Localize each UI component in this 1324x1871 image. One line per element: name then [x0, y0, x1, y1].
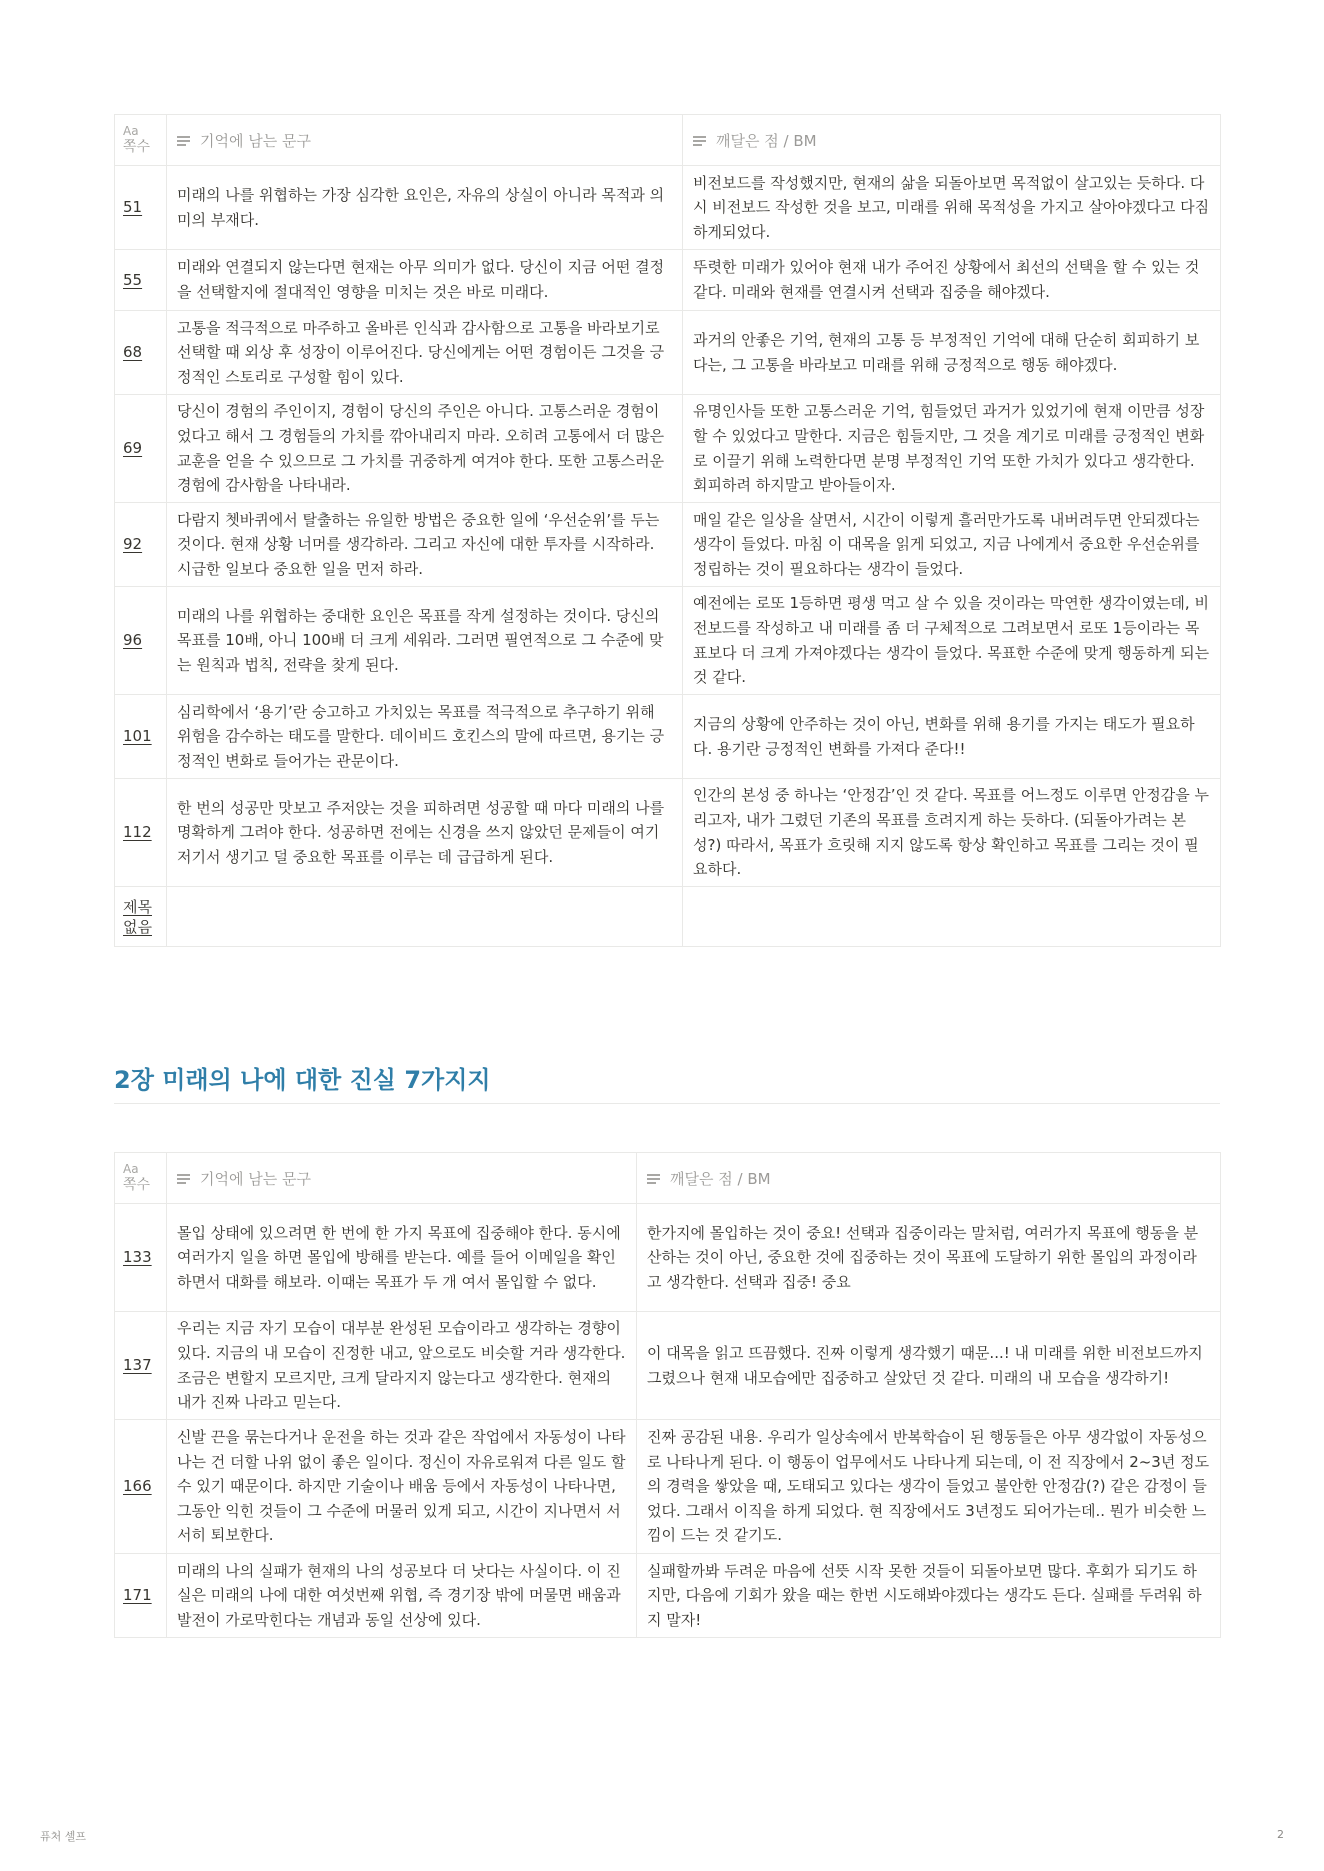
table-row — [115, 779, 1221, 887]
insight-cell: 과거의 안좋은 기억, 현재의 고통 등 부정적인 기억에 대해 단순히 회피하기 보다는, 그 고통을 바라보고 미래를 위해 긍정적으로 행동 해야겠다. — [683, 311, 1221, 395]
page-link[interactable]: 101 — [115, 695, 167, 779]
table-row — [115, 250, 1221, 311]
insight-cell: 유명인사들 또한 고통스러운 기억, 힘들었던 과거가 있었기에 현재 이만큼 성장할 수 있었다고 말한다. 지금은 힘들지만, 그 것을 계기로 미래를 긍정적인 변화로 이끌기 위해 노력한다면 분명 부정적인 기억 또한 가치가 있다고 생각한다. 회피하려 하지말고 받아들이자. — [683, 395, 1221, 503]
table-row — [115, 503, 1221, 587]
footer-doc-title: 퓨처 셀프 — [40, 1830, 87, 1843]
table-header-row — [115, 1153, 1221, 1204]
page-link[interactable]: 51 — [115, 166, 167, 250]
page-link[interactable]: 92 — [115, 503, 167, 587]
insight-cell: 이 대목을 읽고 뜨끔했다. 진짜 이렇게 생각했기 때문...! 내 미래를 위한 비전보드까지 그렸으나 현재 내모습에만 집중하고 살았던 것 같다. 미래의 내 모습을 생각하기! — [637, 1312, 1221, 1420]
page-link[interactable]: 112 — [115, 779, 167, 887]
page-link[interactable]: 137 — [115, 1312, 167, 1420]
insight-column-header[interactable] — [683, 115, 1221, 166]
heading-divider — [114, 1103, 1220, 1104]
table-row — [115, 1420, 1221, 1554]
quote-column-label: 기억에 남는 문구 — [200, 1169, 311, 1188]
reading-notes-table-1 — [114, 114, 1221, 947]
page-column-header[interactable] — [115, 1153, 167, 1204]
table-row — [115, 395, 1221, 503]
quote-cell: 신발 끈을 묶는다거나 운전을 하는 것과 같은 작업에서 자동성이 나타나는 건 더할 나위 없이 좋은 일이다. 정신이 자유로워져 다른 일도 할 수 있기 때문이다. 하지만 기술이나 배움 등에서 자동성이 나타나면, 그동안 익힌 것들이 그 수준에 머물러 있게 되고, 시간이 지나면서 서서히 퇴보한다. — [167, 1420, 637, 1554]
insight-cell: 인간의 본성 중 하나는 ‘안정감’인 것 같다. 목표를 어느정도 이루면 안정감을 누리고자, 내가 그렸던 기존의 목표를 흐려지게 하는 듯하다. (되돌아가려는 본성?) 따라서, 목표가 흐릿해 지지 않도록 항상 확인하고 목표를 그리는 것이 필요하다. — [683, 779, 1221, 887]
table-row — [115, 311, 1221, 395]
quote-cell: 우리는 지금 자기 모습이 대부분 완성된 모습이라고 생각하는 경향이 있다. 지금의 내 모습이 진정한 내고, 앞으로도 비슷할 거라 생각한다. 조금은 변할지 모르지만, 크게 달라지지 않는다고 생각한다. 현재의 내가 진짜 나라고 믿는다. — [167, 1312, 637, 1420]
section-heading: 2장 미래의 나에 대한 진실 7가지지 — [114, 1066, 491, 1094]
footer-page-number: 2 — [1277, 1828, 1284, 1841]
reading-notes-table-2 — [114, 1152, 1221, 1638]
page-column-header[interactable] — [115, 115, 167, 166]
quote-cell: 한 번의 성공만 맛보고 주저앉는 것을 피하려면 성공할 때 마다 미래의 나를 명확하게 그려야 한다. 성공하면 전에는 신경을 쓰지 않았던 문제들이 여기저기서 생기고 덜 중요한 목표를 이루는 데 급급하게 된다. — [167, 779, 683, 887]
text-property-icon — [177, 136, 190, 146]
quote-cell: 당신이 경험의 주인이지, 경험이 당신의 주인은 아니다. 고통스러운 경험이었다고 해서 그 경험들의 가치를 깎아내리지 마라. 오히려 고통에서 더 많은 교훈을 얻을 수 있으므로 그 가치를 귀중하게 여겨야 한다. 또한 고통스러운 경험에 감사함을 나타내라. — [167, 395, 683, 503]
insight-cell: 지금의 상황에 안주하는 것이 아닌, 변화를 위해 용기를 가지는 태도가 필요하다. 용기란 긍정적인 변화를 가져다 준다!! — [683, 695, 1221, 779]
quote-cell: 심리학에서 ‘용기’란 숭고하고 가치있는 목표를 적극적으로 추구하기 위해 위험을 감수하는 태도를 말한다. 데이비드 호킨스의 말에 따르면, 용기는 긍정적인 변화로 들어가는 관문이다. — [167, 695, 683, 779]
quote-column-header[interactable] — [167, 1153, 637, 1204]
quote-column-label: 기억에 남는 문구 — [200, 131, 311, 150]
page-link[interactable]: 제목 없음 — [115, 887, 167, 947]
quote-column-header[interactable] — [167, 115, 683, 166]
table-row — [115, 1312, 1221, 1420]
quote-cell: 미래의 나를 위협하는 가장 심각한 요인은, 자유의 상실이 아니라 목적과 의미의 부재다. — [167, 166, 683, 250]
quote-cell: 미래의 나를 위협하는 중대한 요인은 목표를 작게 설정하는 것이다. 당신의 목표를 10배, 아니 100배 더 크게 세워라. 그러면 필연적으로 그 수준에 맞는 원칙과 법칙, 전략을 찾게 된다. — [167, 587, 683, 695]
insight-column-label: 깨달은 점 / BM — [670, 1169, 771, 1188]
insight-cell: 한가지에 몰입하는 것이 중요! 선택과 집중이라는 말처럼, 여러가지 목표에 행동을 분산하는 것이 아닌, 중요한 것에 집중하는 것이 목표에 도달하기 위한 몰입의 과정이라고 생각한다. 선택과 집중! 중요 — [637, 1204, 1221, 1312]
table-row — [115, 587, 1221, 695]
insight-cell — [683, 887, 1221, 947]
insight-cell: 진짜 공감된 내용. 우리가 일상속에서 반복학습이 된 행동들은 아무 생각없이 자동성으로 나타나게 된다. 이 행동이 업무에서도 나타나게 되는데, 이 전 직장에서 2~3년 정도의 경력을 쌓았을 때, 도태되고 있다는 생각이 들었고 불안한 안정감(?) 같은 감정이 들었다. 그래서 이직을 하게 되었다. 현 직장에서도 3년정도 되어가는데.. 뭔가 비슷한 느낌이 드는 것 같기도. — [637, 1420, 1221, 1554]
page-link[interactable]: 166 — [115, 1420, 167, 1554]
page-column-label: 쪽수 — [123, 139, 151, 155]
table-header-row — [115, 115, 1221, 166]
page-link[interactable]: 68 — [115, 311, 167, 395]
insight-column-header[interactable] — [637, 1153, 1221, 1204]
page-link[interactable]: 96 — [115, 587, 167, 695]
table-row — [115, 695, 1221, 779]
quote-cell — [167, 887, 683, 947]
title-property-icon: Aa — [123, 1162, 139, 1176]
table-row — [115, 887, 1221, 947]
table-row — [115, 166, 1221, 250]
table-row — [115, 1204, 1221, 1312]
quote-cell: 미래의 나의 실패가 현재의 나의 성공보다 더 낫다는 사실이다. 이 진실은 미래의 나에 대한 여섯번째 위협, 즉 경기장 밖에 머물면 배움과 발전이 가로막힌다는 개념과 동일 선상에 있다. — [167, 1554, 637, 1638]
page-link[interactable]: 69 — [115, 395, 167, 503]
page-link[interactable]: 55 — [115, 250, 167, 311]
quote-cell: 몰입 상태에 있으려면 한 번에 한 가지 목표에 집중해야 한다. 동시에 여러가지 일을 하면 몰입에 방해를 받는다. 예를 들어 이메일을 확인하면서 대화를 해보라. 이때는 목표가 두 개 여서 몰입할 수 없다. — [167, 1204, 637, 1312]
page-link[interactable]: 133 — [115, 1204, 167, 1312]
text-property-icon — [647, 1174, 660, 1184]
insight-cell: 뚜렷한 미래가 있어야 현재 내가 주어진 상황에서 최선의 선택을 할 수 있는 것 같다. 미래와 현재를 연결시켜 선택과 집중을 해야겠다. — [683, 250, 1221, 311]
insight-cell: 예전에는 로또 1등하면 평생 먹고 살 수 있을 것이라는 막연한 생각이였는데, 비전보드를 작성하고 내 미래를 좀 더 구체적으로 그려보면서 로또 1등이라는 목표보다 더 크게 가져야겠다는 생각이 들었다. 목표한 수준에 맞게 행동하게 되는 것 같다. — [683, 587, 1221, 695]
insight-cell: 비전보드를 작성했지만, 현재의 삶을 되돌아보면 목적없이 살고있는 듯하다. 다시 비전보드 작성한 것을 보고, 미래를 위해 목적성을 가지고 살아야겠다고 다짐하게되었다. — [683, 166, 1221, 250]
insight-cell: 실패할까봐 두려운 마음에 선뜻 시작 못한 것들이 되돌아보면 많다. 후회가 되기도 하지만, 다음에 기회가 왔을 때는 한번 시도해봐야겠다는 생각도 든다. 실패를 두려워 하지 말자! — [637, 1554, 1221, 1638]
page-link[interactable]: 171 — [115, 1554, 167, 1638]
page-column-label: 쪽수 — [123, 1177, 151, 1193]
text-property-icon — [177, 1174, 190, 1184]
text-property-icon — [693, 136, 706, 146]
table-row — [115, 1554, 1221, 1638]
quote-cell: 미래와 연결되지 않는다면 현재는 아무 의미가 없다. 당신이 지금 어떤 결정을 선택할지에 절대적인 영향을 미치는 것은 바로 미래다. — [167, 250, 683, 311]
quote-cell: 다람지 쳇바퀴에서 탈출하는 유일한 방법은 중요한 일에 ‘우선순위’를 두는 것이다. 현재 상황 너머를 생각하라. 그리고 자신에 대한 투자를 시작하라. 시급한 일보다 중요한 일을 먼저 하라. — [167, 503, 683, 587]
insight-column-label: 깨달은 점 / BM — [716, 131, 817, 150]
title-property-icon: Aa — [123, 124, 139, 138]
quote-cell: 고통을 적극적으로 마주하고 올바른 인식과 감사함으로 고통을 바라보기로 선택할 때 외상 후 성장이 이루어진다. 당신에게는 어떤 경험이든 그것을 긍정적인 스토리로 구성할 힘이 있다. — [167, 311, 683, 395]
insight-cell: 매일 같은 일상을 살면서, 시간이 이렇게 흘러만가도록 내버려두면 안되겠다는 생각이 들었다. 마침 이 대목을 읽게 되었고, 지금 나에게서 중요한 우선순위를 정립하는 것이 필요하다는 생각이 들었다. — [683, 503, 1221, 587]
